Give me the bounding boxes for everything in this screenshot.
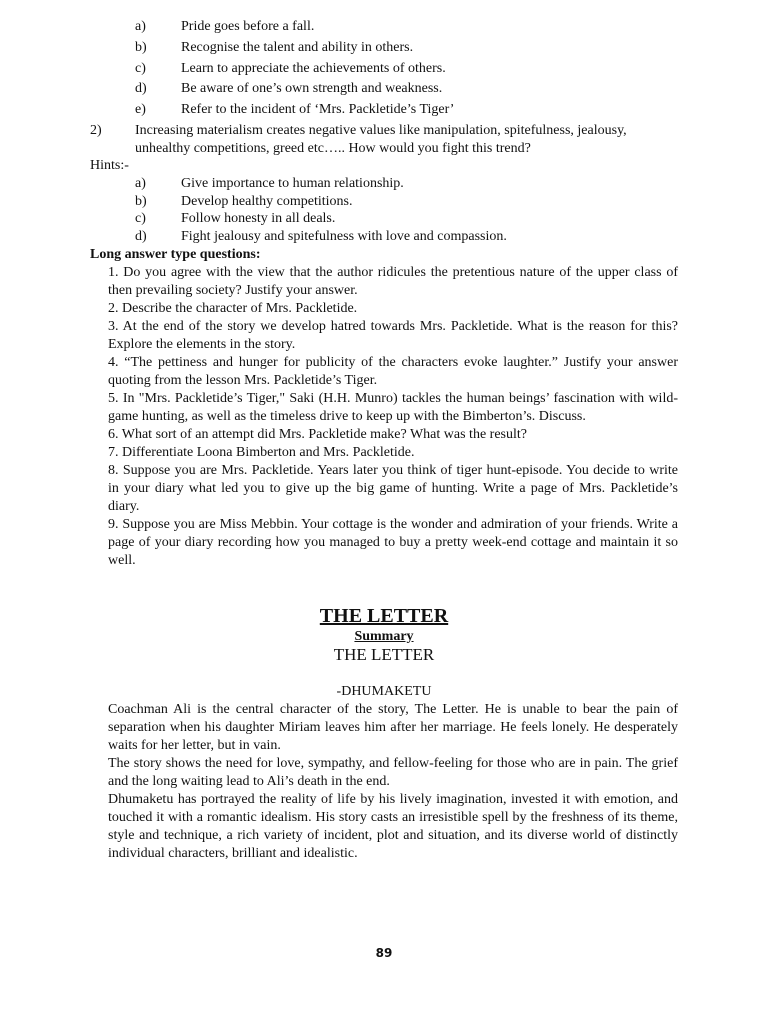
hint-text: Give importance to human relationship. bbox=[181, 176, 404, 191]
summary-paragraph-1: Coachman Ali is the central character of the story, The Letter. He is unable to bear the pain of separation when his daughter Miriam leaves him after her marriage. He feels lonely. He desperately waits for her letter, but in vain. bbox=[108, 702, 678, 753]
option-text: Pride goes before a fall. bbox=[181, 19, 315, 34]
option-key: a) bbox=[135, 19, 146, 34]
hint-text: Fight jealousy and spitefulness with love and compassion. bbox=[181, 229, 507, 244]
option-text: Recognise the talent and ability in others. bbox=[181, 40, 414, 55]
page-number: 89 bbox=[375, 946, 393, 960]
option-text: Refer to the incident of ‘Mrs. Packletide’s Tiger’ bbox=[181, 102, 455, 117]
question-line-2: unhealthy competitions, greed etc….. How would you fight this trend? bbox=[135, 141, 531, 156]
author-name: -DHUMAKETU bbox=[336, 684, 432, 699]
hints-label: Hints:- bbox=[90, 158, 129, 173]
option-key: d) bbox=[135, 81, 147, 96]
hint-key: a) bbox=[135, 176, 146, 191]
hint-key: c) bbox=[135, 211, 146, 226]
long-question-8: 8. Suppose you are Mrs. Packletide. Years later you think of tiger hunt-episode. You decide to write in your diary what led you to give up the big game of hunting. Write a page of Mrs. Packletide’s diary. bbox=[108, 463, 678, 514]
long-question-3: 3. At the end of the story we develop hatred towards Mrs. Packletide. What is the reason for this? Explore the elements in the story. bbox=[108, 319, 678, 352]
hint-key: b) bbox=[135, 194, 147, 209]
option-key: b) bbox=[135, 40, 147, 55]
option-text: Be aware of one’s own strength and weakness. bbox=[181, 81, 443, 96]
section-title: THE LETTER bbox=[319, 605, 449, 627]
option-key: c) bbox=[135, 61, 146, 76]
long-question-6: 6. What sort of an attempt did Mrs. Packletide make? What was the result? bbox=[108, 427, 527, 442]
long-question-7: 7. Differentiate Loona Bimberton and Mrs. Packletide. bbox=[108, 445, 415, 460]
long-question-4: 4. “The pettiness and hunger for publicity of the characters evoke laughter.” Justify your answer quoting from the lesson Mrs. Packletide’s Tiger. bbox=[108, 355, 678, 388]
long-answer-heading: Long answer type questions: bbox=[90, 247, 261, 262]
story-subtitle: THE LETTER bbox=[333, 645, 435, 664]
option-text: Learn to appreciate the achievements of others. bbox=[181, 61, 446, 76]
long-question-2: 2. Describe the character of Mrs. Packletide. bbox=[108, 301, 358, 316]
question-2 bbox=[90, 122, 680, 158]
summary-paragraph-3: Dhumaketu has portrayed the reality of life by his lively imagination, invested it with emotion, and touched it with a romantic idealism. His story casts an irresistible spell by the freshness of its theme, style and technique, a rich variety of incident, plot and situation, and its diverse world of distinctly individual characters, brilliant and idealistic. bbox=[108, 792, 678, 861]
hint-text: Follow honesty in all deals. bbox=[181, 211, 336, 226]
question-line-1: Increasing materialism creates negative values like manipulation, spitefulness, jealousy, bbox=[135, 123, 627, 138]
long-question-9: 9. Suppose you are Miss Mebbin. Your cottage is the wonder and admiration of your friends. Write a page of your diary recording how you managed to buy a pretty week-end cottage and maintain it so well. bbox=[108, 517, 678, 568]
option-key: e) bbox=[135, 102, 146, 117]
hint-key: d) bbox=[135, 229, 147, 244]
long-question-1: 1. Do you agree with the view that the author ridicules the pretentious nature of the upper class of then prevailing society? Justify your answer. bbox=[108, 265, 678, 298]
long-questions-list bbox=[108, 264, 678, 570]
long-question-5: 5. In "Mrs. Packletide’s Tiger," Saki (H.H. Munro) tackles the human beings’ fascination with wild-game hunting, as well as the timeless drive to keep up with the Bimberton’s. Discuss. bbox=[108, 391, 678, 424]
question-number: 2) bbox=[90, 123, 102, 138]
summary-body bbox=[108, 701, 678, 863]
summary-label: Summary bbox=[354, 629, 414, 644]
summary-paragraph-2: The story shows the need for love, sympathy, and fellow-feeling for those who are in pain. The grief and the long waiting lead to Ali’s death in the end. bbox=[108, 756, 678, 789]
hint-text: Develop healthy competitions. bbox=[181, 194, 353, 209]
